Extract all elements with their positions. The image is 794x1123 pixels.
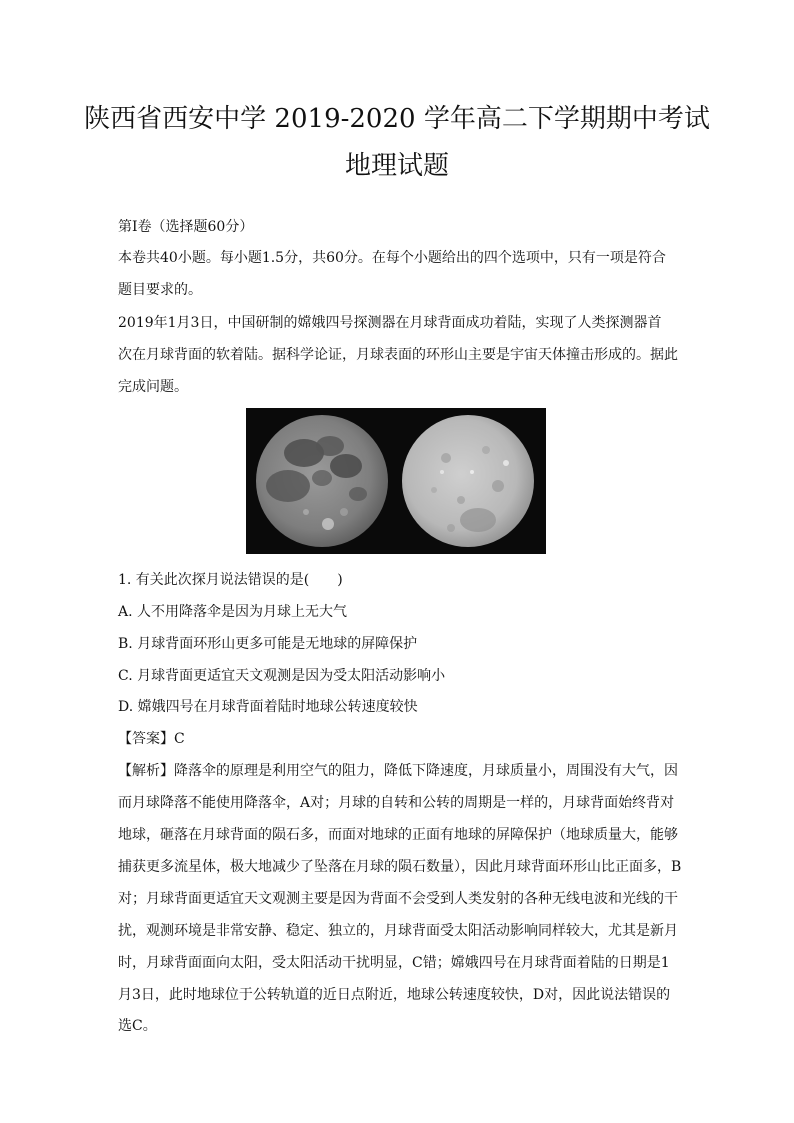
analysis-label: 【解析】: [118, 763, 174, 779]
moon-near-side-icon: [256, 415, 388, 547]
analysis-line-9: 选C。: [118, 1018, 157, 1034]
option-c: C. 月球背面更适宜天文观测是因为受太阳活动影响小: [118, 668, 446, 684]
analysis-line-5: 对；月球背面更适宜天文观测主要是因为背面不会受到人类发射的各种无线电波和光线的干: [118, 891, 678, 907]
option-a: A. 人不用降落伞是因为月球上无大气: [118, 604, 348, 620]
analysis-line-8: 月3日，此时地球位于公转轨道的近日点附近，地球公转速度较快，D对，因此说法错误的: [118, 987, 671, 1003]
moon-far-side-icon: [402, 415, 534, 547]
analysis-line-7: 时，月球背面面向太阳，受太阳活动干扰明显，C错；嫦娥四号在月球背面着陆的日期是1: [118, 955, 670, 971]
option-b: B. 月球背面环形山更多可能是无地球的屏障保护: [118, 636, 418, 652]
analysis-line-6: 扰，观测环境是非常安静、稳定、独立的，月球背面受太阳活动影响同样较大，尤其是新月: [118, 923, 678, 939]
instructions-line-1: 本卷共40小题。每小题1.5分，共60分。在每个小题给出的四个选项中，只有一项是符合: [118, 250, 666, 266]
option-d: D. 嫦娥四号在月球背面着陆时地球公转速度较快: [118, 699, 418, 715]
moon-figure-svg: [246, 408, 546, 554]
moon-figure: [246, 408, 546, 554]
section-header: 第Ⅰ卷（选择题60分）: [118, 219, 254, 235]
passage-line-3: 完成问题。: [118, 379, 188, 395]
passage-line-2: 次在月球背面的软着陆。据科学论证，月球表面的环形山主要是宇宙天体撞击形成的。据此: [118, 347, 678, 363]
analysis-line-4: 捕获更多流星体，极大地减少了坠落在月球的陨石数量），因此月球背面环形山比正面多，B: [118, 859, 682, 875]
passage-line-1: 2019年1月3日，中国研制的嫦娥四号探测器在月球背面成功着陆，实现了人类探测器首: [118, 315, 662, 331]
document-subtitle: 地理试题: [344, 151, 449, 181]
analysis-line-2: 而月球降落不能使用降落伞，A对；月球的自转和公转的周期是一样的，月球背面始终背对: [118, 795, 675, 811]
answer-value: C: [174, 731, 185, 747]
answer-label: 【答案】: [118, 731, 174, 747]
analysis-line-3: 地球，砸落在月球背面的陨石多，而面对地球的正面有地球的屏障保护（地球质量大，能够: [118, 827, 678, 843]
analysis-line-1: 【解析】降落伞的原理是利用空气的阻力，降低下降速度，月球质量小，周围没有大气，因: [118, 763, 678, 779]
instructions-line-2: 题目要求的。: [118, 282, 202, 298]
document-title: 陕西省西安中学 2019-2020 学年高二下学期期中考试: [84, 104, 710, 134]
question-stem: 1. 有关此次探月说法错误的是( ): [118, 572, 343, 588]
answer-line: [118, 732, 185, 746]
